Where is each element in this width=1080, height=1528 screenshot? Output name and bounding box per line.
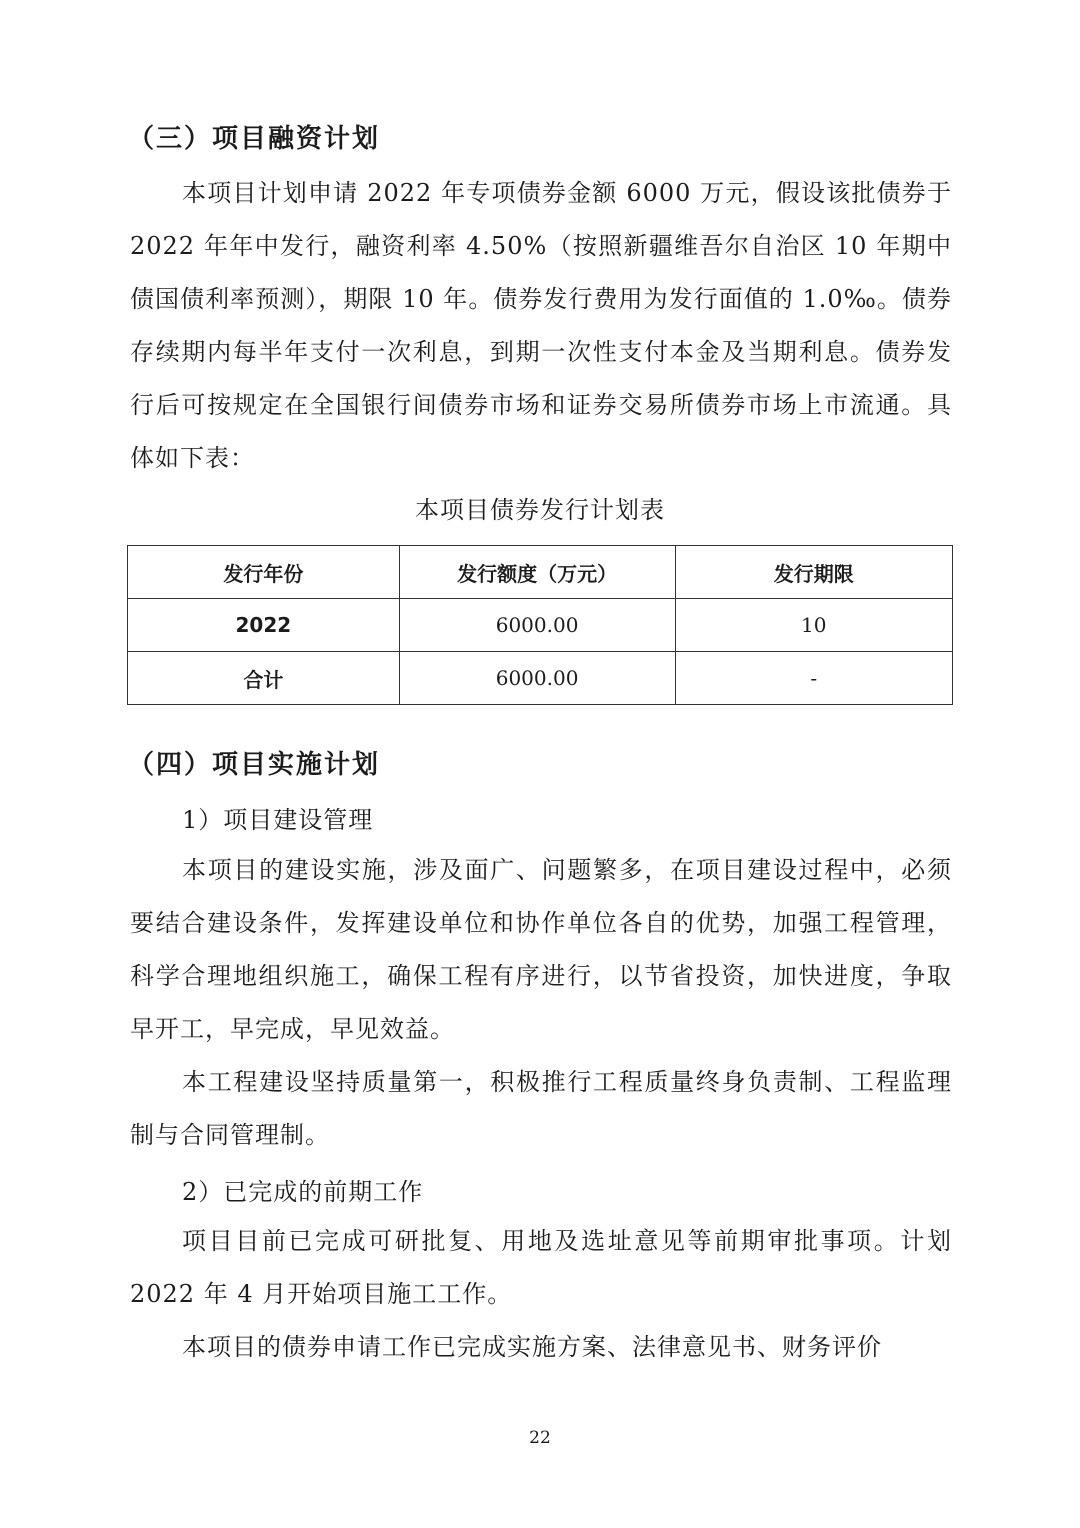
preliminary-work-paragraph: 项目目前已完成可研批复、用地及选址意见等前期审批事项。计划 2022 年 4 月开始项目施工工作。 bbox=[130, 1227, 952, 1308]
quality-paragraph: 本工程建设坚持质量第一，积极推行工程质量终身负责制、工程监理制与合同管理制。 bbox=[130, 1068, 952, 1149]
header-year: 发行年份 bbox=[128, 546, 400, 599]
page-number: 22 bbox=[529, 1428, 551, 1448]
bond-issuance-table bbox=[127, 545, 953, 705]
subsection-2-title: 2）已完成的前期工作 bbox=[182, 1178, 424, 1206]
cell-total-term: - bbox=[675, 652, 952, 705]
section-4-heading: （四）项目实施计划 bbox=[128, 750, 381, 780]
cell-year: 2022 bbox=[128, 599, 400, 652]
table-row bbox=[128, 599, 953, 652]
section-3-heading: （三）项目融资计划 bbox=[128, 124, 381, 154]
cell-amount: 6000.00 bbox=[399, 599, 675, 652]
bond-application-paragraph: 本项目的债券申请工作已完成实施方案、法律意见书、财务评价 bbox=[182, 1333, 882, 1361]
table-caption: 本项目债券发行计划表 bbox=[415, 496, 665, 524]
table-header-row bbox=[128, 546, 953, 599]
table-total-row bbox=[128, 652, 953, 705]
financing-plan-paragraph: 本项目计划申请 2022 年专项债券金额 6000 万元，假设该批债券于 2022 年年中发行，融资利率 4.50%（按照新疆维吾尔自治区 10 年期中债国债利率预测），期限 10 年。债券发行费用为发行面值的 1.0‰。债券存续期内每半年支付一次利息，到期一次性支付本金及当期利息。债券发行后可按规定在全国银行间债券市场和证券交易所债券市场上市流通。具体如下表： bbox=[130, 179, 952, 472]
cell-total-amount: 6000.00 bbox=[399, 652, 675, 705]
cell-term: 10 bbox=[675, 599, 952, 652]
cell-total-label: 合计 bbox=[128, 652, 400, 705]
header-amount: 发行额度（万元） bbox=[399, 546, 675, 599]
construction-management-paragraph: 本项目的建设实施，涉及面广、问题繁多，在项目建设过程中，必须要结合建设条件，发挥建设单位和协作单位各自的优势，加强工程管理，科学合理地组织施工，确保工程有序进行，以节省投资，加快进度，争取早开工，早完成，早见效益。 bbox=[130, 856, 952, 1043]
subsection-1-title: 1）项目建设管理 bbox=[182, 806, 374, 834]
header-term: 发行期限 bbox=[675, 546, 952, 599]
